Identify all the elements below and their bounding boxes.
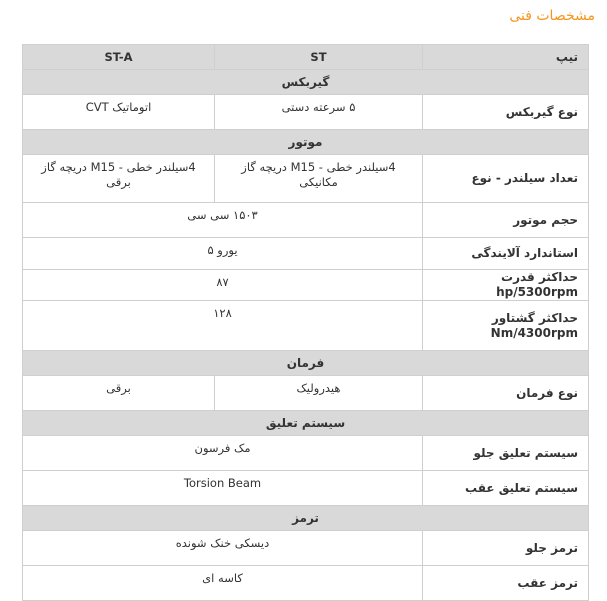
cell-st-a: اتوماتیک CVT [23,95,215,130]
cell-st: هیدرولیک [215,376,423,411]
row-label: حداکثر گشتاور Nm/4300rpm [423,301,589,351]
section-brake: ترمز [23,506,589,531]
row-label: حداکثر قدرت hp/5300rpm [423,270,589,301]
section-row [23,351,589,376]
section-row [23,506,589,531]
table-row [23,155,589,203]
section-gearbox: گیربکس [23,70,589,95]
table-row [23,471,589,506]
row-label: تعداد سیلندر - نوع [423,155,589,203]
section-steering: فرمان [23,351,589,376]
table-row [23,203,589,238]
header-type: تیپ [423,45,589,70]
table-row [23,95,589,130]
row-label: نوع گیربکس [423,95,589,130]
row-label: سیستم تعلیق عقب [423,471,589,506]
cell-st-a: 4سیلندر خطی - M15 دریچه گاز برقی [23,155,215,203]
row-label: ترمز جلو [423,531,589,566]
table-row [23,238,589,270]
header-st: ST [215,45,423,70]
row-label: ترمز عقب [423,566,589,601]
cell-value: دیسکی خنک شونده [23,531,423,566]
cell-value: Torsion Beam [23,471,423,506]
row-label: استاندارد آلایندگی [423,238,589,270]
table-row [23,376,589,411]
section-row [23,411,589,436]
cell-value: ۱۲۸ [23,301,423,351]
cell-value: یورو ۵ [23,238,423,270]
cell-st-a: برقی [23,376,215,411]
table-row [23,270,589,301]
cell-st: ۵ سرعته دستی [215,95,423,130]
cell-value: ۸۷ [23,270,423,301]
header-st-a: ST-A [23,45,215,70]
section-row [23,130,589,155]
page-heading: مشخصات فنی [509,8,595,24]
table-row [23,566,589,601]
row-label: نوع فرمان [423,376,589,411]
section-row [23,70,589,95]
table-row [23,301,589,351]
cell-value: مک فرسون [23,436,423,471]
row-label: حجم موتور [423,203,589,238]
specs-table [22,44,589,601]
section-engine: موتور [23,130,589,155]
table-row [23,531,589,566]
cell-value: کاسه ای [23,566,423,601]
section-suspension: سیستم تعلیق [23,411,589,436]
table-row [23,436,589,471]
cell-st: 4سیلندر خطی - M15 دریچه گاز مکانیکی [215,155,423,203]
cell-value: ۱۵۰۳ سی سی [23,203,423,238]
table-header-row [23,45,589,70]
row-label: سیستم تعلیق جلو [423,436,589,471]
